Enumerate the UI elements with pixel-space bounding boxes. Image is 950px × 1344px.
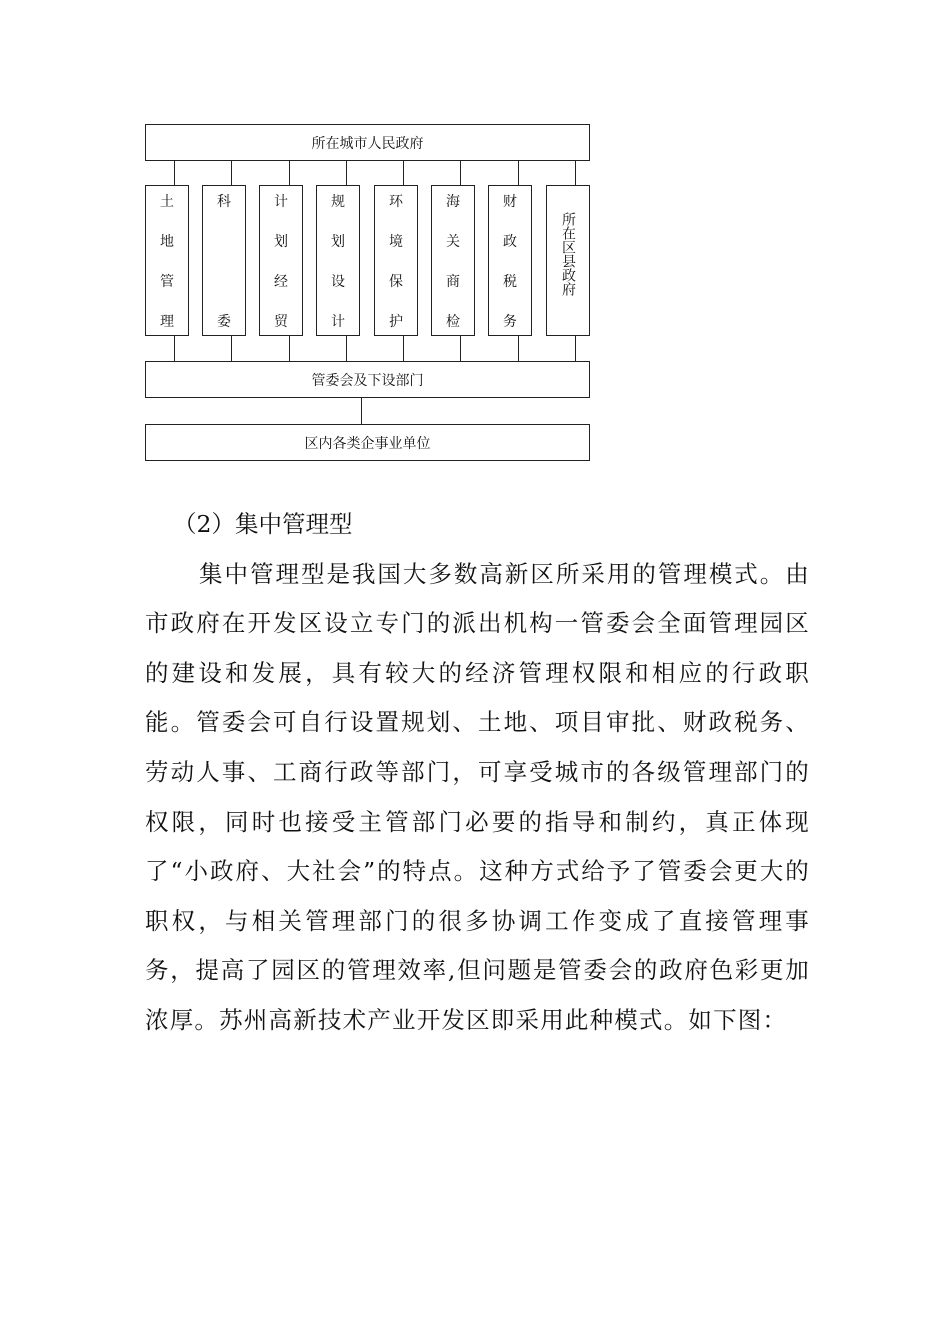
dept-environment-protection [374, 185, 418, 336]
dept-char: 划 [274, 234, 288, 250]
dept-char: 规 [331, 194, 345, 210]
dept-char: 环 [389, 194, 403, 210]
dept-char: 计 [274, 194, 288, 210]
dept-char: 务 [503, 314, 517, 330]
connector-line [460, 336, 461, 361]
dept-char: 税 [503, 274, 517, 290]
connector-line [231, 336, 232, 361]
connector-line [403, 161, 404, 185]
dept-planning-design [316, 185, 360, 336]
dept-science-committee [202, 185, 246, 336]
dept-char: 政 [503, 234, 517, 250]
city-government-box: 所在城市人民政府 [145, 124, 590, 161]
dept-char: 管 [160, 274, 174, 290]
dept-char: 地 [160, 234, 174, 250]
connector-line [403, 336, 404, 361]
connector-line [231, 161, 232, 185]
org-chart [0, 0, 950, 480]
dept-char: 商 [446, 274, 460, 290]
dept-char: 关 [446, 234, 460, 250]
dept-char: 财 [503, 194, 517, 210]
section-heading: （2）集中管理型 [173, 510, 353, 538]
dept-char: 计 [331, 314, 345, 330]
dept-finance-tax [488, 185, 532, 336]
connector-line [289, 336, 290, 361]
body-text [145, 500, 810, 1046]
section-paragraph: 集中管理型是我国大多数高新区所采用的管理模式。由市政府在开发区设立专门的派出机构一管委会全面管理园区的建设和发展，具有较大的经济管理权限和相应的行政职能。管委会可自行设置规划、土地、项目审批、财政税务、劳动人事、工商行政等部门，可享受城市的各级管理部门的权限，同时也接受主管部门必要的指导和制约，真正体现了“小政府、大社会”的特点。这种方式给予了管委会更大的职权，与相关管理部门的很多协调工作变成了直接管理事务，提高了园区的管理效率,但问题是管委会的政府色彩更加浓厚。苏州高新技术产业开发区即采用此种模式。如下图： [145, 559, 810, 1034]
dept-char: 设 [331, 274, 345, 290]
connector-line [174, 336, 175, 361]
dept-customs-inspection [431, 185, 475, 336]
connector-line [346, 161, 347, 185]
connector-line [289, 161, 290, 185]
dept-char: 划 [331, 234, 345, 250]
connector-line [346, 336, 347, 361]
dept-land-management [145, 185, 189, 336]
connector-line [518, 161, 519, 185]
dept-char: 保 [389, 274, 403, 290]
dept-char: 检 [446, 314, 460, 330]
dept-char: 科 [217, 194, 231, 210]
management-committee-box: 管委会及下设部门 [145, 361, 590, 398]
dept-char: 海 [446, 194, 460, 210]
dept-char: 土 [160, 194, 174, 210]
dept-char: 理 [160, 314, 174, 330]
connector-line [361, 398, 362, 424]
connector-line [575, 161, 576, 185]
county-government-label: 所在区县政府 [560, 212, 576, 296]
connector-line [174, 161, 175, 185]
dept-char: 贸 [274, 314, 288, 330]
dept-char: 境 [389, 234, 403, 250]
dept-char: 委 [217, 314, 231, 330]
enterprises-box: 区内各类企事业单位 [145, 424, 590, 461]
dept-county-government [546, 185, 590, 336]
dept-planning-economy [259, 185, 303, 336]
connector-line [460, 161, 461, 185]
connector-line [518, 336, 519, 361]
connector-line [575, 336, 576, 361]
dept-char: 经 [274, 274, 288, 290]
dept-char: 护 [389, 314, 403, 330]
